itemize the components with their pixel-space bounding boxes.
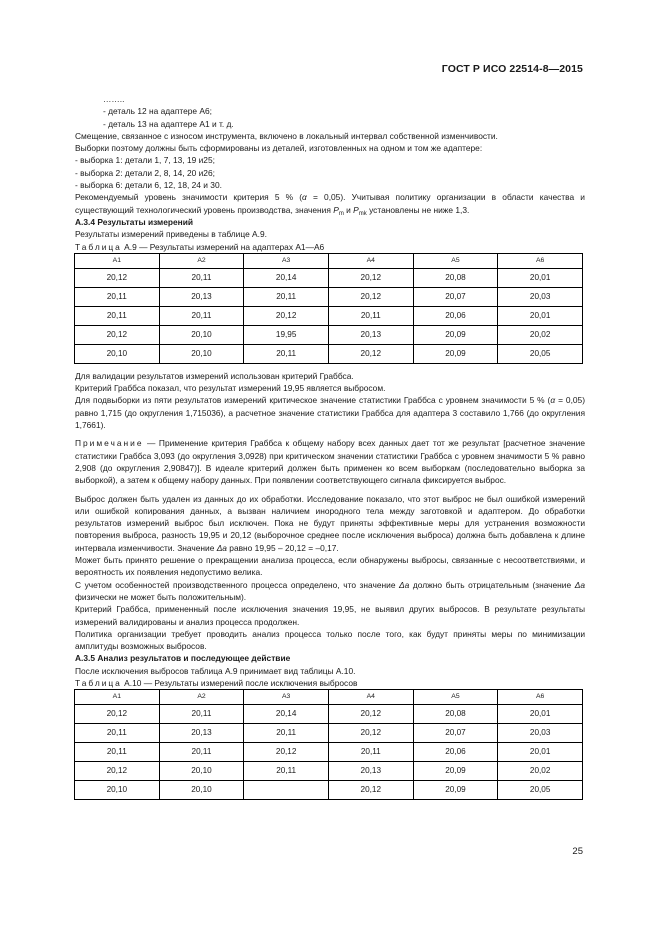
column-header: А2: [159, 253, 244, 268]
table-row: [75, 705, 583, 724]
table-a9: [74, 253, 583, 364]
table-cell: 20,10: [75, 344, 160, 363]
document-header: ГОСТ Р ИСО 22514-8—2015: [441, 63, 583, 75]
table-cell: 20,12: [328, 344, 413, 363]
column-header: А6: [498, 690, 583, 705]
table-cell: [244, 781, 329, 800]
table-cell: 20,12: [244, 743, 329, 762]
column-header: А3: [244, 690, 329, 705]
section-heading-a35: А.3.5 Анализ результатов и последующее действие: [75, 653, 291, 664]
paragraph-recommended: Рекомендуемый уровень значимости критерия 5 % (α = 0,05). Учитывая политику организации в области качества и существующий технологический уровень производства, значения $P_m$ и $P_{mk}$ установлены не ниже 1,3.: [75, 192, 585, 217]
table-cell: 20,12: [328, 268, 413, 287]
list-item: - деталь 13 на адаптере А1 и т. д.: [103, 118, 234, 129]
sample-item: - выборка 6: детали 6, 12, 18, 24 и 30.: [75, 180, 222, 191]
paragraph-outlier-2: Может быть принято решение о прекращении анализа процесса, если обнаружены выбросы, связанные с несоответствиями, и вероятность их появления недопустимо велика.: [75, 555, 585, 578]
table-row: [75, 762, 583, 781]
table-cell: 20,11: [328, 743, 413, 762]
table-row: [75, 306, 583, 325]
table-cell: 20,02: [498, 325, 583, 344]
paragraph-grubbs-3: Для подвыборки из пяти результатов измерений критическое значение статистики Граббса с уровнем значимости 5 % (α = 0,05) равно 1,715 (до округления 1,715036), а расчетное значение статистики Граббса для адаптера 3 составило 1,766 (до округления 1,7661).: [75, 395, 585, 431]
column-header: А1: [75, 253, 160, 268]
table-cell: 20,01: [498, 268, 583, 287]
table-cell: 20,12: [75, 325, 160, 344]
paragraph-outlier-4: Критерий Граббса, примененный после исключения значения 19,95, не выявил других выбросов. В результате результаты измерений валидированы и анализ процесса продолжен.: [75, 604, 585, 627]
table-cell: 20,11: [75, 743, 160, 762]
table-cell: 20,08: [413, 268, 498, 287]
table-cell: 20,03: [498, 287, 583, 306]
table-cell: 20,05: [498, 781, 583, 800]
column-header: А2: [159, 690, 244, 705]
table-cell: 20,12: [75, 268, 160, 287]
paragraph-a34: Результаты измерений приведены в таблице А.9.: [75, 229, 267, 240]
table-cell: 20,13: [159, 287, 244, 306]
section-heading-a34: А.3.4 Результаты измерений: [75, 216, 194, 227]
table-cell: 20,11: [75, 287, 160, 306]
table-a10: [74, 689, 583, 800]
column-header: А5: [413, 690, 498, 705]
note: Примечание — Применение критерия Граббса к общему набору всех данных дает тот же результат [расчетное значение статистики Граббса 3,093 (до округления 3,0928) при критическом значении статистики Граббса с уровнем значимости 5 % равно 2,908 (до округления 2,90847)]. В идеале критерий должен быть применен ко всем выборкам (последовательно выборка за выборкой), а затем к общему набору данных. При появлении соответствующего сигнала фиксируется выброс.: [75, 438, 585, 486]
table-cell: 20,02: [498, 762, 583, 781]
table-cell: 20,12: [328, 705, 413, 724]
table-header-row: [75, 253, 583, 268]
table-cell: 20,11: [75, 724, 160, 743]
table-cell: 20,12: [244, 306, 329, 325]
table-cell: 20,11: [159, 705, 244, 724]
table-cell: 20,14: [244, 705, 329, 724]
paragraph-a35: После исключения выбросов таблица А.9 принимает вид таблицы А.10.: [75, 665, 356, 676]
table-cell: 20,08: [413, 705, 498, 724]
table-cell: 20,03: [498, 724, 583, 743]
table-cell: 20,07: [413, 724, 498, 743]
table-cell: 20,06: [413, 743, 498, 762]
table-row: [75, 325, 583, 344]
page-body: [75, 93, 585, 800]
table-cell: 20,10: [159, 325, 244, 344]
table-cell: 20,12: [328, 724, 413, 743]
table-row: [75, 743, 583, 762]
table-cell: 20,12: [75, 705, 160, 724]
table-cell: 20,10: [159, 781, 244, 800]
table-cell: 20,09: [413, 781, 498, 800]
column-header: А4: [328, 253, 413, 268]
table-cell: 20,14: [244, 268, 329, 287]
table-cell: 20,09: [413, 344, 498, 363]
table-cell: 20,09: [413, 762, 498, 781]
table-cell: 20,11: [159, 268, 244, 287]
table-row: [75, 781, 583, 800]
paragraph-offset: Смещение, связанное с износом инструмента, включено в локальный интервал собственной изменчивости.: [75, 130, 498, 141]
table-cell: 20,05: [498, 344, 583, 363]
table-cell: 20,10: [159, 762, 244, 781]
table-cell: 20,01: [498, 743, 583, 762]
table-cell: 20,13: [328, 762, 413, 781]
column-header: А3: [244, 253, 329, 268]
list-item: - деталь 12 на адаптере А6;: [103, 106, 212, 117]
table-cell: 20,11: [159, 743, 244, 762]
paragraph-outlier-3: С учетом особенностей производственного процесса определено, что значение Δa должно быть отрицательным (значение Δa физически не может быть положительным).: [75, 579, 585, 602]
table-cell: 20,11: [244, 724, 329, 743]
table-cell: 20,11: [328, 306, 413, 325]
table-a9-caption: Таблица А.9 — Результаты измерений на адаптерах А1—А6: [75, 241, 325, 252]
table-cell: 20,07: [413, 287, 498, 306]
table-cell: 20,13: [328, 325, 413, 344]
table-row: [75, 344, 583, 363]
paragraph-outlier-1: Выброс должен быть удален из данных до их обработки. Исследование показало, что этот выброс не был ошибкой измерений или ошибкой копирования данных, а вызван наличием инородного тела между заготовкой и адаптером. До обработки результатов измерений выброс был исключен. Пока не будут приняты эффективные меры для устранения возможности повторения выброса, разность 19,95 и 20,12 (выборочное среднее после исключения выброса) должна быть добавлена к длине интервала изменчивости. Значение Δa равно 19,95 – 20,12 = –0,17.: [75, 493, 585, 553]
sample-item: - выборка 1: детали 1, 7, 13, 19 и25;: [75, 155, 215, 166]
table-cell: 20,13: [159, 724, 244, 743]
paragraph-grubbs-2: Критерий Граббса показал, что результат измерений 19,95 является выбросом.: [75, 383, 386, 394]
table-cell: 20,06: [413, 306, 498, 325]
page-number: 25: [572, 846, 583, 857]
table-cell: 20,11: [75, 306, 160, 325]
paragraph-grubbs-1: Для валидации результатов измерений использован критерий Граббса.: [75, 370, 354, 381]
table-cell: 20,09: [413, 325, 498, 344]
table-cell: 20,01: [498, 306, 583, 325]
table-row: [75, 268, 583, 287]
table-cell: 20,10: [75, 781, 160, 800]
table-a10-caption: Таблица А.10 — Результаты измерений после исключения выбросов: [75, 677, 358, 688]
paragraph-outlier-5: Политика организации требует проводить анализ процесса только после того, как будут приняты меры по минимизации амплитуды возможных выбросов.: [75, 628, 585, 652]
table-cell: 20,01: [498, 705, 583, 724]
table-cell: 20,12: [328, 781, 413, 800]
table-cell: 20,12: [328, 287, 413, 306]
table-cell: 20,11: [159, 306, 244, 325]
column-header: А6: [498, 253, 583, 268]
table-cell: 19,95: [244, 325, 329, 344]
table-cell: 20,11: [244, 287, 329, 306]
column-header: А5: [413, 253, 498, 268]
list-item: ……..: [103, 94, 125, 104]
table-cell: 20,10: [159, 344, 244, 363]
column-header: А4: [328, 690, 413, 705]
table-cell: 20,12: [75, 762, 160, 781]
paragraph-samples: Выборки поэтому должны быть сформированы из деталей, изготовленных на одном и том же адаптере:: [75, 143, 483, 154]
table-row: [75, 724, 583, 743]
sample-item: - выборка 2: детали 2, 8, 14, 20 и26;: [75, 167, 215, 178]
column-header: А1: [75, 690, 160, 705]
table-header-row: [75, 690, 583, 705]
table-cell: 20,11: [244, 344, 329, 363]
table-row: [75, 287, 583, 306]
table-cell: 20,11: [244, 762, 329, 781]
